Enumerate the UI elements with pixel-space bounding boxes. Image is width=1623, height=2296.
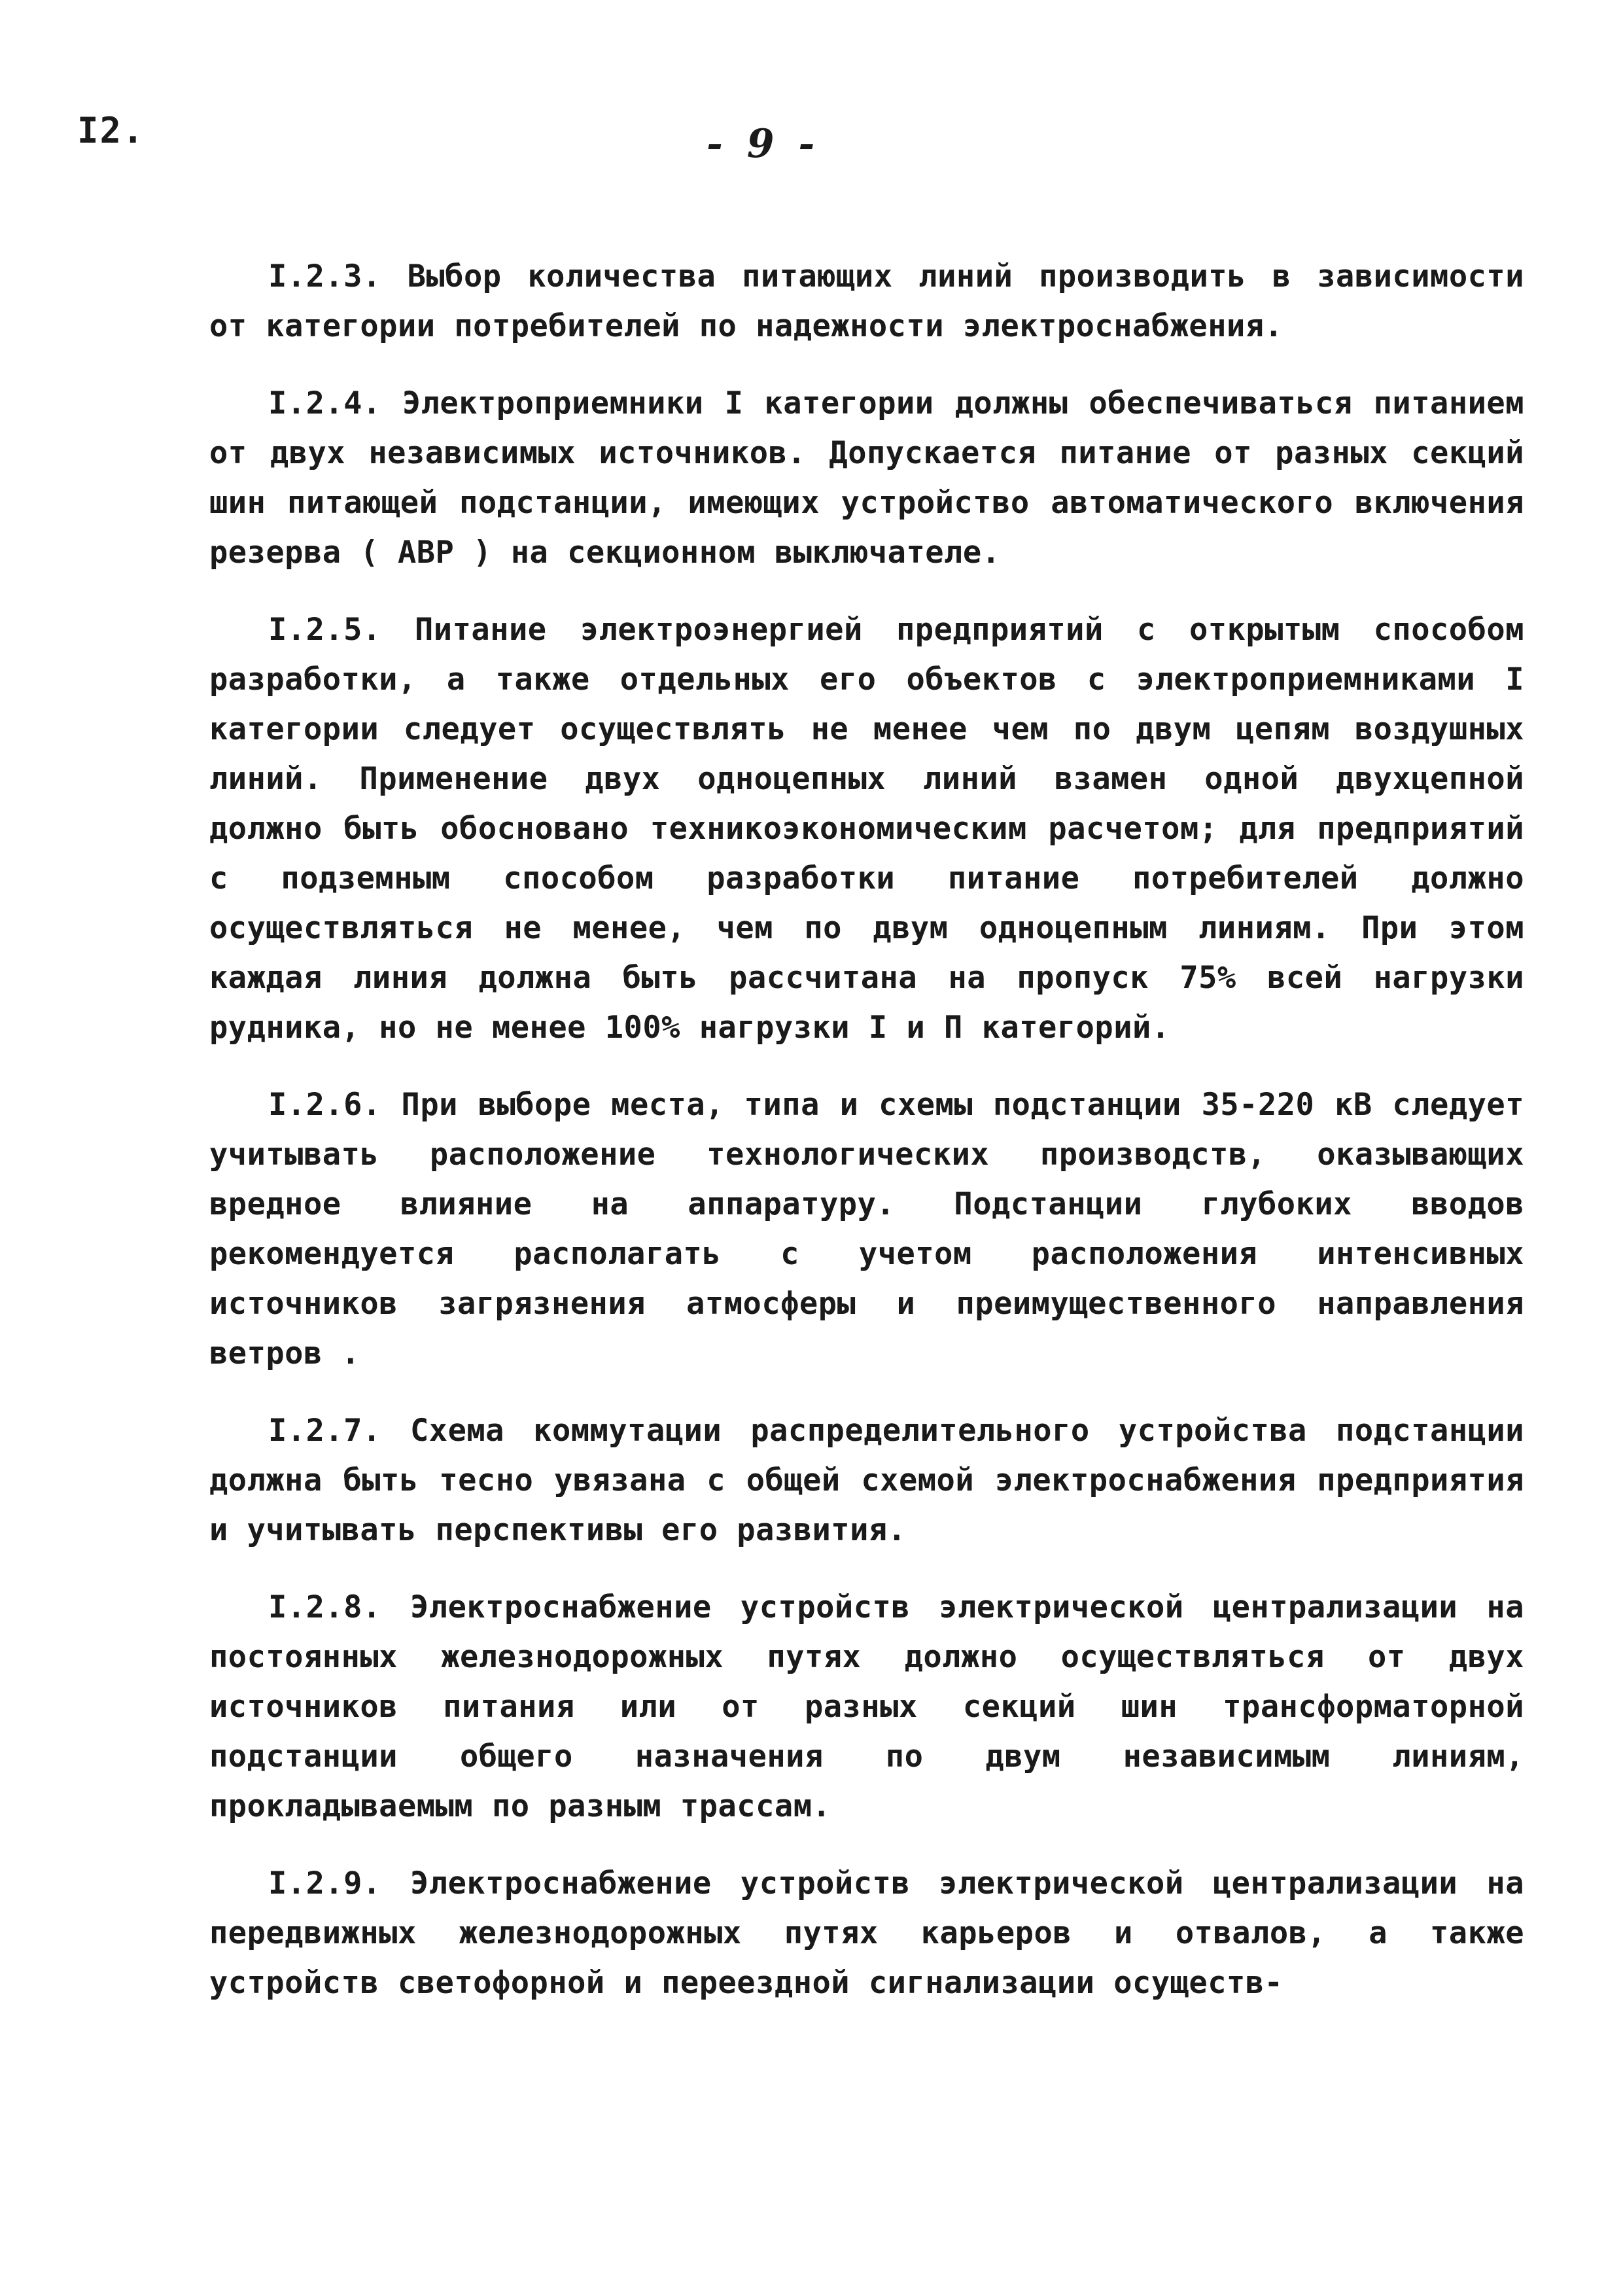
paragraph-1-2-6: I.2.6. При выборе места, типа и схемы подстанции 35-220 кВ следует учитывать расположение технологических производств, оказывающих вредное влияние на аппаратуру. Подстанции глубоких вводов рекомендуется располагать с учетом расположения интенсивных источников загрязнения атмосферы и преимущественного направления ветров . (209, 1087, 1524, 1371)
document-body (209, 252, 1524, 2008)
paragraph-1-2-7: I.2.7. Схема коммутации распределительного устройства подстанции должна быть тесно увязана с общей схемой электроснабжения предприятия и учитывать перспективы его развития. (209, 1413, 1524, 1548)
paragraph-1-2-4: I.2.4. Электроприемники I категории должны обеспечиваться питанием от двух независимых источников. Допускается питание от разных секций шин питающей подстанции, имеющих устройство автоматического включения резерва ( АВР ) на секционном выключателе. (209, 385, 1524, 571)
sheet-number: I2. (77, 110, 145, 151)
paragraph-1-2-9: I.2.9. Электроснабжение устройств электрической централизации на передвижных железнодорожных путях карьеров и отвалов, а также устройств светофорной и переездной сигнализации осуществ- (209, 1865, 1524, 2001)
paragraph-1-2-3: I.2.3. Выбор количества питающих линий производить в зависимости от категории потребителей по надежности электроснабжения. (209, 258, 1524, 344)
paragraph-1-2-5: I.2.5. Питание электроэнергией предприятий с открытым способом разработки, а также отдельных его объектов с электроприемниками I категории следует осуществлять не менее чем по двум цепям воздушных линий. Применение двух одноцепных линий взамен одной двухцепной должно быть обосновано техникоэкономическим расчетом; для предприятий с подземным способом разработки питание потребителей должно осуществляться не менее, чем по двум одноцепным линиям. При этом каждая линия должна быть рассчитана на пропуск 75% всей нагрузки рудника, но не менее 100% нагрузки I и П категорий. (209, 612, 1524, 1046)
paragraph-1-2-8: I.2.8. Электроснабжение устройств электрической централизации на постоянных железнодорожных путях должно осуществляться от двух источников питания или от разных секций шин трансформаторной подстанции общего назначения по двум независимым линиям, прокладываемым по разным трассам. (209, 1589, 1524, 1824)
page-number: - 9 - (707, 121, 820, 167)
